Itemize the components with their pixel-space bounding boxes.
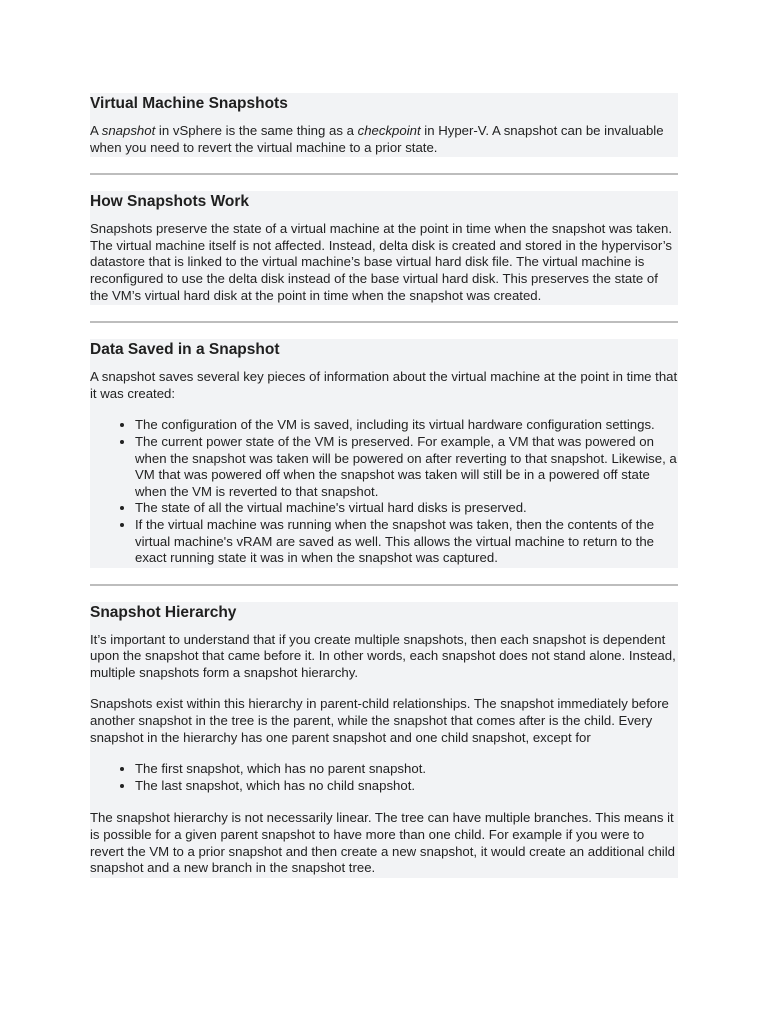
section-paragraph: It’s important to understand that if you create multiple snapshots, then each snapshot is dependent upon the snapshot that came before it. In other words, each snapshot does not stand alone. Instead, multiple snapshots form a snapshot hierarchy. bbox=[90, 631, 676, 680]
list-item: • The state of all the virtual machine's virtual hard disks is preserved. bbox=[135, 500, 678, 517]
section-paragraph: The snapshot hierarchy is not necessarily linear. The tree can have multiple branches. This means it is possible for a given parent snapshot to have more than one child. For example if you were to revert the VM to a prior snapshot and then create a new snapshot, it would create an additional child snapshot and a new branch in the snapshot tree. bbox=[90, 810, 675, 876]
list-item: • The configuration of the VM is saved, including its virtual hardware configuration settings. bbox=[135, 417, 678, 434]
text-run: in Hyper-V. A snapshot can be invaluable when you need to revert the virtual machine to a prior state. bbox=[90, 123, 664, 155]
section-paragraph: Snapshots exist within this hierarchy in parent-child relationships. The snapshot immediately before another snapshot in the tree is the parent, while the snapshot that comes after is the child. Every snapshot in the hierarchy has one parent snapshot and one child snapshot, except for bbox=[90, 696, 669, 745]
text-run: A bbox=[90, 123, 102, 138]
section-divider bbox=[90, 173, 678, 175]
section-how-snapshots-work bbox=[90, 191, 678, 305]
section-paragraph: Snapshots preserve the state of a virtual machine at the point in time when the snapshot was taken. The virtual machine itself is not affected. Instead, delta disk is created and stored in the hypervisor’s datastore that is linked to the virtual machine’s base virtual hard disk file. The virtual machine is reconfigured to use the delta disk instead of the base virtual hard disk. This preserves the state of the VM’s virtual hard disk at the point in time when the snapshot was created. bbox=[90, 221, 673, 303]
list-item: • The last snapshot, which has no child snapshot. bbox=[135, 778, 678, 795]
section-data-saved bbox=[90, 339, 678, 568]
section-paragraph bbox=[90, 123, 678, 156]
section-heading: Virtual Machine Snapshots bbox=[90, 95, 288, 112]
list-item: • If the virtual machine was running when the snapshot was taken, then the contents of the virtual machine's vRAM are saved as well. This allows the virtual machine to return to the exact running state it was in when the snapshot was captured. bbox=[135, 517, 678, 567]
section-snapshot-hierarchy bbox=[90, 602, 678, 878]
list-item: • The current power state of the VM is preserved. For example, a VM that was powered on when the snapshot was taken will be powered on after reverting to that snapshot. Likewise, a VM that was powered off when the snapshot was taken will still be in a powered off state when the VM is reverted to that snapshot. bbox=[135, 434, 678, 500]
bullet-list bbox=[90, 761, 678, 794]
text-run: in vSphere is the same thing as a bbox=[155, 123, 358, 138]
section-heading: Snapshot Hierarchy bbox=[90, 603, 237, 621]
emphasis-checkpoint: checkpoint bbox=[357, 123, 421, 138]
document-page bbox=[90, 93, 678, 878]
section-heading: How Snapshots Work bbox=[90, 193, 250, 211]
section-divider bbox=[90, 584, 678, 586]
section-divider bbox=[90, 321, 678, 323]
emphasis-snapshot: snapshot bbox=[101, 123, 156, 138]
section-paragraph: A snapshot saves several key pieces of information about the virtual machine at the point in time that it was created: bbox=[90, 369, 678, 401]
section-virtual-machine-snapshots bbox=[90, 93, 678, 157]
bullet-list bbox=[90, 417, 678, 566]
section-heading: Data Saved in a Snapshot bbox=[90, 341, 280, 359]
list-item: • The first snapshot, which has no parent snapshot. bbox=[135, 761, 678, 778]
